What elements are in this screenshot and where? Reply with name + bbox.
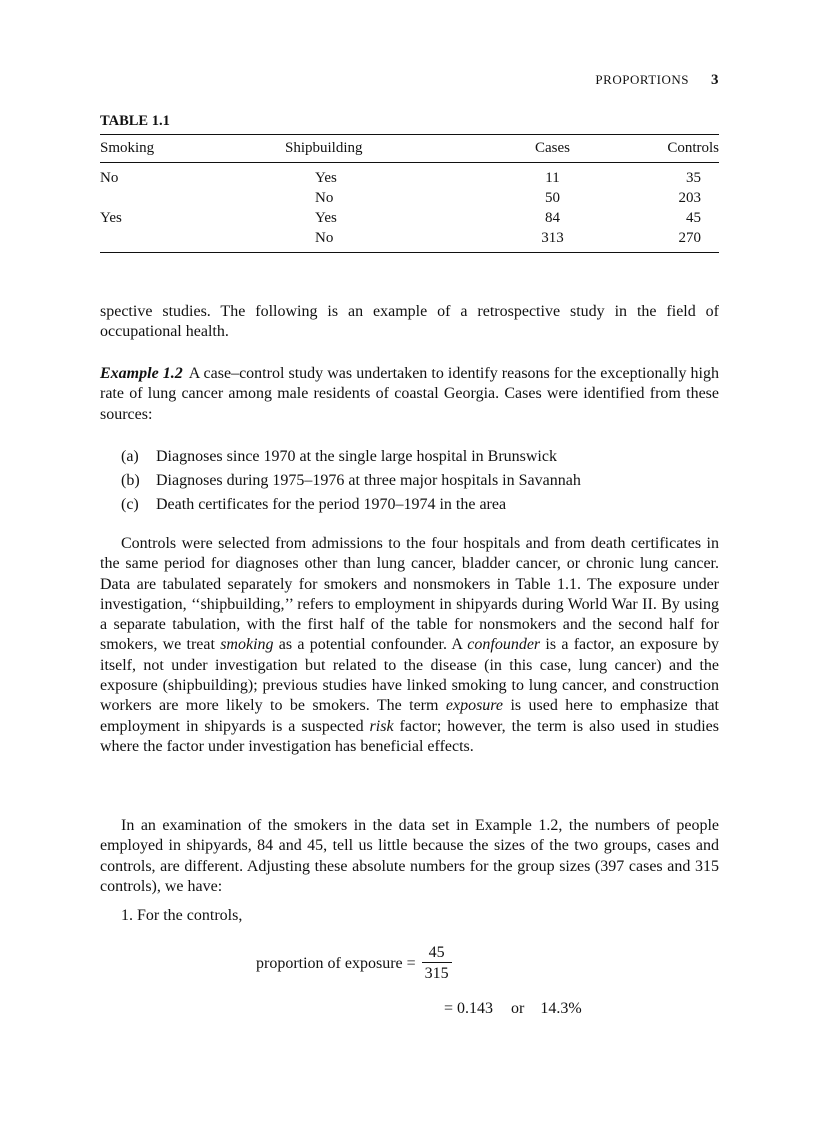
list-item-text: Diagnoses since 1970 at the single large hospital in Brunswick: [156, 448, 557, 465]
cell-shipbuilding: Yes: [315, 170, 337, 186]
table-row: [100, 208, 719, 228]
list-item: [100, 469, 719, 493]
example-text: A case–control study was undertaken to identify reasons for the exceptionally high rate of lung cancer among male residents of coastal Georgia. Cases were identified from these sources:: [100, 365, 719, 423]
result-percent: 14.3%: [540, 1000, 582, 1017]
col-header-controls: Controls: [620, 135, 719, 163]
cell-controls: 203: [678, 190, 701, 206]
cell-smoking: [100, 188, 285, 208]
cell-cases: 11: [545, 170, 560, 186]
cell-smoking: No: [100, 170, 119, 186]
smokers-paragraph: In an examination of the smokers in the data set in Example 1.2, the numbers of people employed in shipyards, 84 and 45, tell us little because the sizes of the two groups, cases and controls, are different. Adjusting these absolute numbers for the group sizes (397 cases and 315 controls), we have:: [100, 817, 719, 895]
data-table: [100, 134, 719, 253]
controls-paragraph: [100, 534, 719, 757]
cell-cases: 313: [485, 228, 620, 253]
fraction-denominator: 315: [422, 962, 452, 983]
list-item: [100, 445, 719, 469]
list-item-text: Diagnoses during 1975–1976 at three major hospitals in Savannah: [156, 472, 581, 489]
emphasis-confounder: confounder: [467, 636, 541, 654]
fraction-numerator: 45: [428, 944, 445, 961]
cell-shipbuilding: No: [285, 228, 485, 253]
source-list: [100, 445, 719, 517]
emphasis-smoking: smoking: [220, 636, 274, 654]
table-header-row: [100, 135, 719, 163]
cell-smoking: Yes: [100, 210, 122, 226]
col-header-smoking: Smoking: [100, 135, 285, 163]
text-run: as a potential confounder. A: [273, 636, 468, 654]
cell-cases: 50: [545, 190, 560, 206]
section-title: PROPORTIONS: [595, 72, 689, 87]
result-or: or: [511, 1000, 525, 1017]
formula-result: [444, 1000, 582, 1018]
cell-cases: 84: [545, 210, 560, 226]
emphasis-exposure: exposure: [445, 697, 504, 715]
col-header-shipbuilding: Shipbuilding: [285, 135, 485, 163]
col-header-cases: Cases: [485, 135, 620, 163]
cell-smoking: [100, 228, 285, 253]
page-number: 3: [711, 72, 719, 88]
cell-shipbuilding: Yes: [315, 210, 337, 226]
running-head: [595, 72, 719, 89]
table-row: [100, 188, 719, 208]
table-title: TABLE 1.1: [100, 113, 170, 129]
text-run: factor; however, the term is also used in studies where the factor under investigation has beneficial effects.: [100, 717, 719, 755]
table-row: [100, 228, 719, 253]
cell-controls: 270: [620, 228, 719, 253]
text-run: is used here to emphasize that employment in shipyards is a suspected: [100, 697, 719, 735]
list-item-label: (a): [121, 448, 139, 465]
list-item-label: (c): [121, 496, 139, 513]
fraction: [422, 944, 452, 983]
cell-shipbuilding: No: [315, 190, 334, 206]
numbered-item: 1. For the controls,: [121, 907, 243, 924]
proportion-formula: [256, 944, 452, 983]
table-row: [100, 163, 719, 189]
emphasis-risk: risk: [369, 717, 394, 735]
cell-controls: 35: [686, 170, 701, 186]
cell-controls: 45: [686, 210, 701, 226]
text-run: is a factor, an exposure by itself, not under investigation but related to the disease (in this case, lung cancer) and the exposure (shipbuilding); previous studies have linked smoking to lung cancer, and construction workers are more likely to be smokers. The term: [100, 636, 720, 715]
list-item-label: (b): [121, 472, 140, 489]
result-value: = 0.143: [444, 1000, 494, 1017]
paragraph-continuation: spective studies. The following is an example of a retrospective study in the field of occupational health.: [100, 303, 719, 341]
text-run: Controls were selected from admissions to the four hospitals and from death certificates in the same period for diagnoses other than lung cancer, bladder cancer, or chronic lung cancer. Data are tabulated separately for smokers and nonsmokers in Table 1.1. The exposure under investigation, ‘‘shipbuilding,’’ refers to employment in shipyards during World War II. By using a separate tabulation, with the first half of the table for nonsmokers and the second half for smokers, we treat: [100, 535, 719, 654]
list-item-text: Death certificates for the period 1970–1974 in the area: [156, 496, 507, 513]
example-label: Example 1.2: [100, 365, 183, 382]
list-item: [100, 493, 719, 517]
formula-lhs: proportion of exposure =: [256, 954, 416, 972]
example-paragraph: [100, 364, 719, 425]
